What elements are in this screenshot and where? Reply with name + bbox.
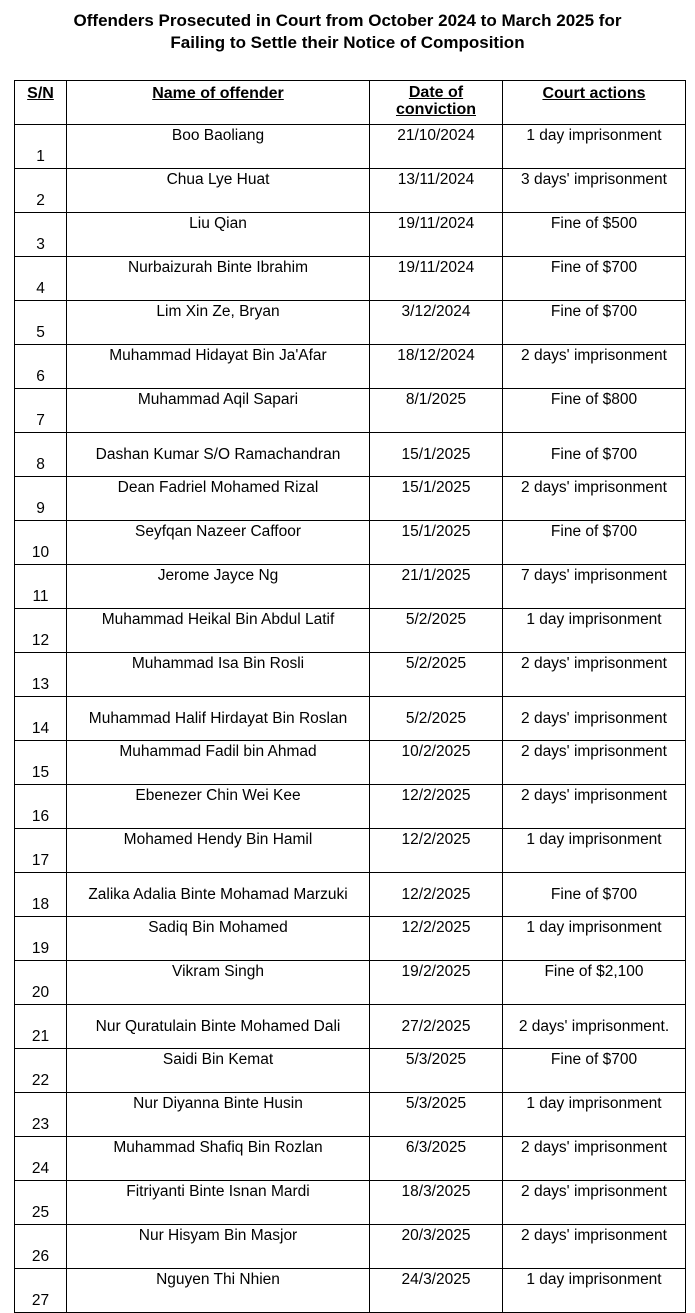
table-row [15,1137,686,1181]
court-action-cell: 1 day imprisonment [503,125,686,169]
court-action-cell: Fine of $700 [503,521,686,565]
court-action-cell: 1 day imprisonment [503,917,686,961]
conviction-date-cell: 24/3/2025 [370,1269,503,1313]
offender-name-cell: Boo Baoliang [67,125,370,169]
conviction-date-cell: 18/3/2025 [370,1181,503,1225]
sn-cell: 3 [15,213,67,257]
sn-cell: 2 [15,169,67,213]
conviction-date-cell: 18/12/2024 [370,345,503,389]
table-row [15,433,686,477]
offender-name-cell: Muhammad Heikal Bin Abdul Latif [67,609,370,653]
header-date-line-1: Date of [408,84,464,101]
conviction-date-cell: 20/3/2025 [370,1225,503,1269]
court-action-cell: 1 day imprisonment [503,1093,686,1137]
court-action-cell: Fine of $2,100 [503,961,686,1005]
conviction-date-cell: 12/2/2025 [370,917,503,961]
sn-cell: 8 [15,433,67,477]
court-action-cell: Fine of $700 [503,301,686,345]
conviction-date-cell: 19/11/2024 [370,257,503,301]
conviction-date-cell: 5/2/2025 [370,609,503,653]
offender-name-cell: Seyfqan Nazeer Caffoor [67,521,370,565]
header-date-line-2: conviction [395,101,476,118]
offender-name-cell: Muhammad Shafiq Bin Rozlan [67,1137,370,1181]
header-date [370,81,503,125]
conviction-date-cell: 12/2/2025 [370,873,503,917]
table-row [15,961,686,1005]
table-row [15,609,686,653]
table-row [15,301,686,345]
offender-name-cell: Muhammad Halif Hirdayat Bin Roslan [67,697,370,741]
title-line-2: Failing to Settle their Notice of Composition [170,33,525,52]
table-row [15,829,686,873]
conviction-date-cell: 5/3/2025 [370,1093,503,1137]
table-row [15,1005,686,1049]
offender-name-cell: Muhammad Fadil bin Ahmad [67,741,370,785]
offender-name-cell: Lim Xin Ze, Bryan [67,301,370,345]
table-row [15,917,686,961]
conviction-date-cell: 5/3/2025 [370,1049,503,1093]
table-row [15,697,686,741]
sn-cell: 7 [15,389,67,433]
table-row [15,389,686,433]
sn-cell: 6 [15,345,67,389]
sn-cell: 11 [15,565,67,609]
table-row [15,565,686,609]
court-action-cell: 3 days' imprisonment [503,169,686,213]
offender-name-cell: Chua Lye Huat [67,169,370,213]
offenders-table [14,80,686,1313]
offender-name-cell: Jerome Jayce Ng [67,565,370,609]
offender-name-cell: Nur Diyanna Binte Husin [67,1093,370,1137]
offender-name-cell: Dean Fadriel Mohamed Rizal [67,477,370,521]
court-action-cell: 2 days' imprisonment [503,477,686,521]
conviction-date-cell: 21/10/2024 [370,125,503,169]
sn-cell: 25 [15,1181,67,1225]
conviction-date-cell: 19/2/2025 [370,961,503,1005]
table-row [15,653,686,697]
conviction-date-cell: 10/2/2025 [370,741,503,785]
offender-name-cell: Nurbaizurah Binte Ibrahim [67,257,370,301]
table-row [15,1225,686,1269]
sn-cell: 27 [15,1269,67,1313]
sn-cell: 15 [15,741,67,785]
conviction-date-cell: 8/1/2025 [370,389,503,433]
sn-cell: 26 [15,1225,67,1269]
court-action-cell: 2 days' imprisonment [503,1137,686,1181]
offender-name-cell: Ebenezer Chin Wei Kee [67,785,370,829]
conviction-date-cell: 15/1/2025 [370,477,503,521]
sn-cell: 4 [15,257,67,301]
offender-name-cell: Saidi Bin Kemat [67,1049,370,1093]
sn-cell: 22 [15,1049,67,1093]
sn-cell: 20 [15,961,67,1005]
table-body [15,125,686,1313]
conviction-date-cell: 21/1/2025 [370,565,503,609]
offender-name-cell: Fitriyanti Binte Isnan Mardi [67,1181,370,1225]
sn-cell: 5 [15,301,67,345]
sn-cell: 13 [15,653,67,697]
conviction-date-cell: 3/12/2024 [370,301,503,345]
conviction-date-cell: 15/1/2025 [370,521,503,565]
court-action-cell: 2 days' imprisonment [503,1181,686,1225]
table-row [15,873,686,917]
offender-name-cell: Dashan Kumar S/O Ramachandran [67,433,370,477]
table-row [15,213,686,257]
conviction-date-cell: 12/2/2025 [370,785,503,829]
offender-name-cell: Mohamed Hendy Bin Hamil [67,829,370,873]
header-action: Court actions [503,81,686,125]
offender-name-cell: Muhammad Hidayat Bin Ja'Afar [67,345,370,389]
court-action-cell: 1 day imprisonment [503,1269,686,1313]
court-action-cell: 2 days' imprisonment [503,697,686,741]
sn-cell: 18 [15,873,67,917]
offender-name-cell: Nur Quratulain Binte Mohamed Dali [67,1005,370,1049]
conviction-date-cell: 5/2/2025 [370,697,503,741]
court-action-cell: 2 days' imprisonment [503,653,686,697]
sn-cell: 19 [15,917,67,961]
court-action-cell: Fine of $700 [503,873,686,917]
sn-cell: 12 [15,609,67,653]
conviction-date-cell: 27/2/2025 [370,1005,503,1049]
court-action-cell: Fine of $700 [503,257,686,301]
header-sn: S/N [15,81,67,125]
header-name: Name of offender [67,81,370,125]
court-action-cell: Fine of $500 [503,213,686,257]
court-action-cell: 7 days' imprisonment [503,565,686,609]
table-row [15,169,686,213]
court-action-cell: Fine of $800 [503,389,686,433]
conviction-date-cell: 19/11/2024 [370,213,503,257]
table-row [15,741,686,785]
sn-cell: 21 [15,1005,67,1049]
title-line-1: Offenders Prosecuted in Court from October 2024 to March 2025 for [73,11,622,30]
court-action-cell: 1 day imprisonment [503,609,686,653]
table-row [15,125,686,169]
court-action-cell: 2 days' imprisonment [503,785,686,829]
conviction-date-cell: 13/11/2024 [370,169,503,213]
sn-cell: 16 [15,785,67,829]
table-row [15,257,686,301]
sn-cell: 17 [15,829,67,873]
court-action-cell: 2 days' imprisonment [503,345,686,389]
table-row [15,1181,686,1225]
offender-name-cell: Vikram Singh [67,961,370,1005]
sn-cell: 1 [15,125,67,169]
sn-cell: 23 [15,1093,67,1137]
table-row [15,521,686,565]
court-action-cell: 1 day imprisonment [503,829,686,873]
table-row [15,1093,686,1137]
table-row [15,1049,686,1093]
sn-cell: 10 [15,521,67,565]
court-action-cell: Fine of $700 [503,1049,686,1093]
sn-cell: 14 [15,697,67,741]
table-row [15,1269,686,1313]
conviction-date-cell: 5/2/2025 [370,653,503,697]
offender-name-cell: Muhammad Aqil Sapari [67,389,370,433]
offender-name-cell: Liu Qian [67,213,370,257]
offender-name-cell: Zalika Adalia Binte Mohamad Marzuki [67,873,370,917]
conviction-date-cell: 12/2/2025 [370,829,503,873]
offender-name-cell: Sadiq Bin Mohamed [67,917,370,961]
court-action-cell: 2 days' imprisonment [503,741,686,785]
header-row [15,81,686,125]
offender-name-cell: Nguyen Thi Nhien [67,1269,370,1313]
offender-name-cell: Nur Hisyam Bin Masjor [67,1225,370,1269]
sn-cell: 9 [15,477,67,521]
conviction-date-cell: 6/3/2025 [370,1137,503,1181]
sn-cell: 24 [15,1137,67,1181]
court-action-cell: 2 days' imprisonment. [503,1005,686,1049]
court-action-cell: Fine of $700 [503,433,686,477]
table-row [15,345,686,389]
document-title [0,10,695,54]
table-row [15,785,686,829]
table-row [15,477,686,521]
offender-name-cell: Muhammad Isa Bin Rosli [67,653,370,697]
court-action-cell: 2 days' imprisonment [503,1225,686,1269]
conviction-date-cell: 15/1/2025 [370,433,503,477]
